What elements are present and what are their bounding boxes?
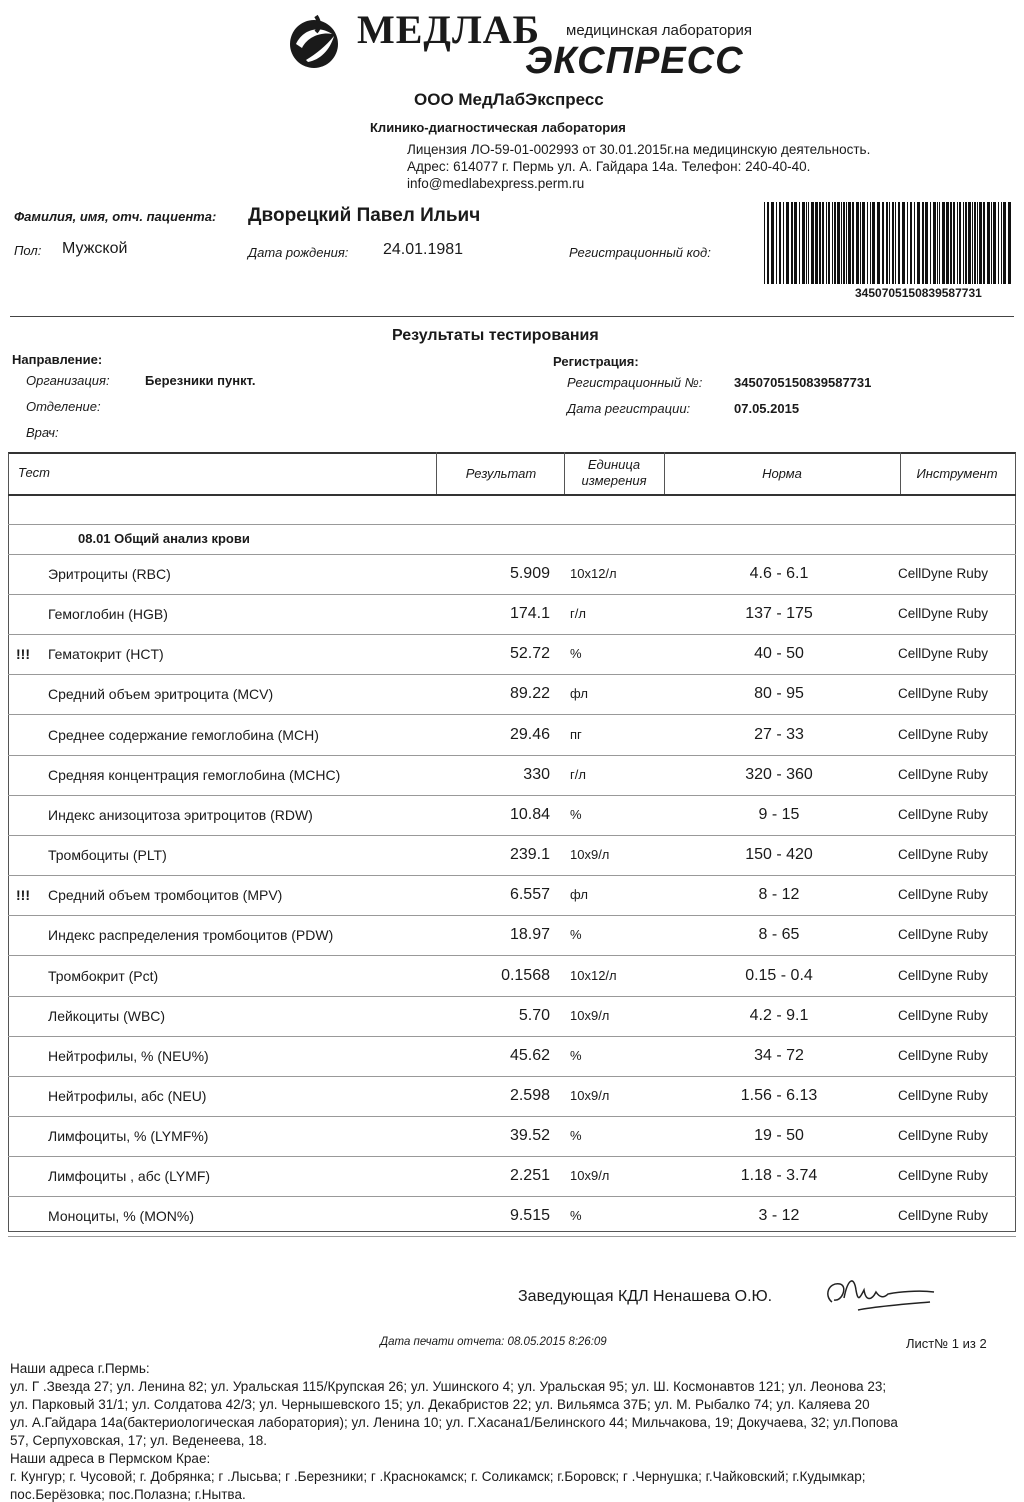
test-unit: 10x9/л xyxy=(570,847,610,863)
barcode-bar xyxy=(832,202,833,284)
table-row xyxy=(8,915,1016,956)
barcode-bar xyxy=(895,202,896,284)
abnormal-flag: !!! xyxy=(16,646,30,663)
test-unit: пг xyxy=(570,726,582,742)
barcode-bar xyxy=(922,202,924,284)
test-instrument: CellDyne Ruby xyxy=(898,1047,989,1063)
test-unit: % xyxy=(570,806,582,822)
test-result: 6.557 xyxy=(509,886,550,904)
barcode-bar xyxy=(860,202,861,284)
barcode-bar xyxy=(957,202,958,284)
test-norm: 9 - 15 xyxy=(758,805,800,823)
barcode-bar xyxy=(806,202,807,284)
test-result: 239.1 xyxy=(509,846,550,864)
abnormal-flag: !!! xyxy=(16,887,30,904)
test-name: Средняя концентрация гемоглобина (MCHC) xyxy=(48,766,341,783)
table-row xyxy=(8,1036,1016,1077)
test-instrument: CellDyne Ruby xyxy=(898,967,989,983)
results-title: Результаты тестирования xyxy=(392,327,599,344)
regno-label: Регистрационный №: xyxy=(567,375,703,390)
test-name: Средний объем эритроцита (MCV) xyxy=(48,686,274,703)
table-spacer-row xyxy=(8,496,1016,525)
test-result: 89.22 xyxy=(509,685,550,703)
barcode-bar xyxy=(841,202,842,284)
patient-name-label: Фамилия, имя, отч. пациента: xyxy=(14,209,217,224)
table-row xyxy=(8,795,1016,836)
barcode-bar xyxy=(1008,202,1011,284)
test-result: 18.97 xyxy=(509,926,550,944)
referral-org-label: Организация: xyxy=(26,373,110,388)
barcode-bar xyxy=(862,202,865,284)
barcode-bar xyxy=(950,202,952,284)
sex-value: Мужской xyxy=(62,240,128,257)
print-date: Дата печати отчета: 08.05.2015 8:26:09 xyxy=(380,1336,607,1348)
address-text: Адрес: 614077 г. Пермь ул. А. Гайдара 14а. Телефон: 240-40-40. xyxy=(407,159,811,174)
referral-heading: Направление: xyxy=(12,352,103,367)
barcode-bar xyxy=(959,202,961,284)
test-name: Лейкоциты (WBC) xyxy=(48,1007,166,1024)
patient-name: Дворецкий Павел Ильич xyxy=(248,205,481,226)
table-row xyxy=(8,755,1016,796)
regcode-label: Регистрационный код: xyxy=(569,245,711,260)
email-text: info@medlabexpress.perm.ru xyxy=(407,176,585,191)
test-result: 9.515 xyxy=(509,1207,550,1225)
barcode-bar xyxy=(877,202,880,284)
table-row xyxy=(8,1156,1016,1197)
regdate-value: 07.05.2015 xyxy=(734,401,800,416)
test-instrument: CellDyne Ruby xyxy=(898,646,989,662)
test-name: Моноциты, % (MON%) xyxy=(48,1208,194,1225)
addresses-perm-heading: Наши адреса г.Пермь: xyxy=(10,1361,150,1376)
test-instrument: CellDyne Ruby xyxy=(898,766,989,782)
table-row xyxy=(8,594,1016,635)
address-line: пос.Берёзовка; пос.Полазна; г.Нытва. xyxy=(10,1487,246,1502)
barcode-bar xyxy=(819,202,821,284)
sex-label: Пол: xyxy=(14,243,42,258)
barcode-bar xyxy=(852,202,854,284)
test-name: Тромбокрит (Pct) xyxy=(48,967,159,984)
test-name: Среднее содержание гемоглобина (MCH) xyxy=(48,726,319,743)
barcode-bar xyxy=(939,202,940,284)
test-result: 174.1 xyxy=(509,605,550,623)
barcode-bar xyxy=(979,202,982,284)
test-norm: 19 - 50 xyxy=(754,1127,804,1145)
test-instrument: CellDyne Ruby xyxy=(898,806,989,822)
barcode-bar xyxy=(998,202,999,284)
test-result: 29.46 xyxy=(509,725,550,743)
test-norm: 320 - 360 xyxy=(745,765,813,783)
table-header xyxy=(8,452,1016,496)
barcode-bar xyxy=(972,202,973,284)
test-name: Гемоглобин (HGB) xyxy=(48,606,168,623)
address-line: 57, Серпуховская, 17; ул. Веденеева, 18. xyxy=(10,1433,267,1448)
regno-value: 3450705150839587731 xyxy=(734,375,872,390)
barcode-bar xyxy=(987,202,990,284)
test-instrument: CellDyne Ruby xyxy=(898,1087,989,1103)
barcode-bar xyxy=(965,202,967,284)
test-norm: 8 - 65 xyxy=(758,926,800,944)
barcode-bar xyxy=(963,202,964,284)
test-name: Тромбоциты (PLT) xyxy=(48,847,167,864)
divider xyxy=(10,316,1014,317)
logo-subtitle: медицинская лаборатория xyxy=(566,22,753,39)
table-row xyxy=(8,1116,1016,1157)
barcode-bar xyxy=(799,202,800,284)
test-unit: % xyxy=(570,646,582,662)
test-instrument: CellDyne Ruby xyxy=(898,847,989,863)
test-norm: 137 - 175 xyxy=(745,605,813,623)
test-instrument: CellDyne Ruby xyxy=(898,1007,989,1023)
test-norm: 40 - 50 xyxy=(754,645,804,663)
registration-heading: Регистрация: xyxy=(553,354,639,369)
test-name: Нейтрофилы, абс (NEU) xyxy=(48,1087,207,1104)
barcode-bar xyxy=(870,202,871,284)
barcode-bar xyxy=(925,202,928,284)
test-unit: г/л xyxy=(570,766,586,782)
test-name: Гематокрит (HCT) xyxy=(48,646,164,663)
header-instrument: Инструмент xyxy=(916,465,998,481)
barcode-bar xyxy=(902,202,905,284)
test-unit: % xyxy=(570,1128,582,1144)
barcode-bar xyxy=(910,202,912,284)
barcode-bar xyxy=(867,202,868,284)
barcode-bar xyxy=(983,202,985,284)
test-result: 2.251 xyxy=(509,1167,550,1185)
test-instrument: CellDyne Ruby xyxy=(898,887,989,903)
table-row xyxy=(8,674,1016,715)
test-name: Нейтрофилы, % (NEU%) xyxy=(48,1047,209,1064)
address-line: г. Кунгур; г. Чусовой; г. Добрянка; г .Лысьва; г .Березники; г .Краснокамск; г. Соликамск; г.Боровск; г .Чернушка; г.Чайковский; г.Кудымкар; xyxy=(10,1469,866,1484)
test-result: 0.1568 xyxy=(501,966,550,984)
test-name: Эритроциты (RBC) xyxy=(48,566,171,582)
test-name: Индекс анизоцитоза эритроцитов (RDW) xyxy=(48,806,313,823)
table-row xyxy=(8,1196,1016,1237)
table-row xyxy=(8,875,1016,916)
barcode-bar xyxy=(930,202,931,284)
test-unit: % xyxy=(570,927,582,943)
barcode-bar xyxy=(917,202,920,284)
test-result: 2.598 xyxy=(509,1086,550,1104)
barcode-bar xyxy=(856,202,859,284)
test-unit: % xyxy=(570,1208,582,1224)
sheet-number: Лист№ 1 из 2 xyxy=(906,1336,987,1351)
test-unit: фл xyxy=(570,686,588,702)
dob-value: 24.01.1981 xyxy=(383,241,464,258)
test-norm: 27 - 33 xyxy=(754,725,804,743)
test-norm: 1.18 - 3.74 xyxy=(740,1167,818,1185)
header-unit-line1: Единица xyxy=(587,457,641,472)
table-row xyxy=(8,715,1016,756)
barcode-bar xyxy=(977,202,978,284)
barcode-bar xyxy=(1001,202,1002,284)
barcode-bar xyxy=(907,202,908,284)
signature-line: Заведующая КДЛ Ненашева О.Ю. xyxy=(518,1288,773,1305)
test-unit: 10x9/л xyxy=(570,1007,610,1023)
barcode-bar xyxy=(811,202,814,284)
test-result: 52.72 xyxy=(509,645,550,663)
barcode-bar xyxy=(937,202,938,284)
test-instrument: CellDyne Ruby xyxy=(898,1128,989,1144)
referral-doctor-label: Врач: xyxy=(26,425,59,440)
barcode-bar xyxy=(767,202,769,284)
addresses-region-heading: Наши адреса в Пермском Крае: xyxy=(10,1451,211,1466)
test-unit: % xyxy=(570,1047,582,1063)
signature-icon xyxy=(818,1268,938,1320)
address-line: ул. Г .Звезда 27; ул. Ленина 82; ул. Уральская 115/Крупская 26; ул. Ушинского 4; ул. Уральская 95; ул. Ш. Космонавтов 121; ул. Леонова 23; xyxy=(10,1379,887,1394)
header-unit-line2: измерения xyxy=(581,473,647,488)
barcode-bar xyxy=(815,202,818,284)
test-result: 5.70 xyxy=(518,1006,550,1024)
test-unit: 10x12/л xyxy=(570,967,617,983)
barcode-bar xyxy=(953,202,955,284)
test-name: Средний объем тромбоцитов (MPV) xyxy=(48,887,283,904)
barcode-bar xyxy=(968,202,971,284)
table-row xyxy=(8,554,1016,595)
logo-title-secondary: ЭКСПРЕСС xyxy=(525,40,744,82)
barcode-bar xyxy=(822,202,824,284)
address-line: ул. Парковый 31/1; ул. Солдатова 42/3; ул. Чернышевского 15; ул. Декабристов 22; ул. Вильямса 37Б; ул. М. Рыбалко 74; ул. Каляева 20 xyxy=(10,1397,870,1412)
regdate-label: Дата регистрации: xyxy=(567,401,691,416)
barcode-bar xyxy=(892,202,894,284)
header-norm: Норма xyxy=(762,465,802,481)
logo-title: МЕДЛАБ xyxy=(357,7,541,52)
barcode-bar xyxy=(826,202,827,284)
referral-org-value: Березники пункт. xyxy=(145,373,256,388)
test-norm: 4.2 - 9.1 xyxy=(749,1006,809,1024)
barcode-bar xyxy=(846,202,847,284)
test-instrument: CellDyne Ruby xyxy=(898,1208,989,1224)
barcode-number: 3450705150839587731 xyxy=(855,286,982,300)
barcode-bar xyxy=(837,202,840,284)
table-row xyxy=(8,634,1016,675)
barcode-bar xyxy=(882,202,884,284)
barcode-bar xyxy=(791,202,793,284)
barcode-bar xyxy=(991,202,992,284)
license-text: Лицензия ЛО-59-01-002993 от 30.01.2015г.на медицинскую деятельность. xyxy=(407,142,871,157)
barcode-bar xyxy=(993,202,996,284)
results-table xyxy=(8,452,1016,1231)
barcode-bar xyxy=(786,202,789,284)
test-norm: 8 - 12 xyxy=(758,886,800,904)
barcode-bar xyxy=(779,202,781,284)
barcode-bar xyxy=(898,202,900,284)
test-norm: 4.6 - 6.1 xyxy=(749,565,809,582)
test-norm: 34 - 72 xyxy=(754,1046,804,1064)
referral-dept-label: Отделение: xyxy=(26,399,101,414)
test-instrument: CellDyne Ruby xyxy=(898,686,989,702)
test-result: 10.84 xyxy=(509,805,550,823)
header-test: Тест xyxy=(18,464,50,480)
barcode-bar xyxy=(886,202,888,284)
barcode-bar xyxy=(794,202,797,284)
barcode-bar xyxy=(843,202,845,284)
test-norm: 80 - 95 xyxy=(754,685,804,703)
section-row xyxy=(8,524,1016,555)
barcode-bar xyxy=(776,202,777,284)
org-name: ООО МедЛабЭкспресс xyxy=(414,90,604,109)
barcode-bar xyxy=(834,202,836,284)
test-instrument: CellDyne Ruby xyxy=(898,566,989,581)
barcode-bar xyxy=(783,202,784,284)
test-norm: 3 - 12 xyxy=(758,1207,800,1225)
test-unit: г/л xyxy=(570,606,586,622)
test-result: 39.52 xyxy=(509,1127,550,1145)
header-unit xyxy=(564,452,664,494)
test-result: 5.909 xyxy=(509,565,550,582)
barcode-bar xyxy=(1003,202,1006,284)
barcode-bar xyxy=(974,202,976,284)
test-instrument: CellDyne Ruby xyxy=(898,606,989,622)
barcode-bar xyxy=(764,202,765,284)
barcode-bar xyxy=(872,202,875,284)
barcode-bar xyxy=(933,202,936,284)
barcode-bar xyxy=(889,202,890,284)
test-unit: 10x9/л xyxy=(570,1168,610,1184)
barcode-icon xyxy=(762,200,1014,298)
test-name: Лимфоциты, % (LYMF%) xyxy=(48,1128,209,1145)
test-unit: 10x12/л xyxy=(570,566,617,581)
barcode-bar xyxy=(808,202,809,284)
header-result: Результат xyxy=(465,465,537,481)
table-row xyxy=(8,835,1016,876)
barcode-bar xyxy=(914,202,915,284)
test-norm: 150 - 420 xyxy=(745,846,813,864)
address-line: ул. А.Гайдара 14а(бактериологическая лаборатория); ул. Ленина 10; ул. Г.Хасана1/Белинского 44; Мильчакова, 19; Докучаева, 32; ул.Попова xyxy=(10,1415,898,1430)
test-unit: фл xyxy=(570,887,588,903)
test-instrument: CellDyne Ruby xyxy=(898,1168,989,1184)
test-norm: 0.15 - 0.4 xyxy=(745,966,813,984)
table-row xyxy=(8,1076,1016,1117)
test-result: 330 xyxy=(523,765,550,783)
barcode-bar xyxy=(942,202,945,284)
barcode-bar xyxy=(828,202,830,284)
test-norm: 1.56 - 6.13 xyxy=(740,1086,818,1104)
lab-type: Клинико-диагностическая лаборатория xyxy=(370,120,626,135)
medlab-logo-icon xyxy=(286,14,342,70)
table-row xyxy=(8,956,1016,997)
test-instrument: CellDyne Ruby xyxy=(898,726,989,742)
barcode-bar xyxy=(802,202,805,284)
barcode-bar xyxy=(771,202,774,284)
test-name: Лимфоциты , абс (LYMF) xyxy=(48,1168,211,1185)
table-row xyxy=(8,996,1016,1037)
dob-label: Дата рождения: xyxy=(248,245,349,260)
barcode-bar xyxy=(848,202,851,284)
test-result: 45.62 xyxy=(509,1046,550,1064)
test-instrument: CellDyne Ruby xyxy=(898,927,989,943)
barcode-bar xyxy=(946,202,949,284)
test-name: Индекс распределения тромбоцитов (PDW) xyxy=(48,927,334,944)
test-unit: 10x9/л xyxy=(570,1087,610,1103)
section-title: 08.01 Общий анализ крови xyxy=(78,531,250,546)
